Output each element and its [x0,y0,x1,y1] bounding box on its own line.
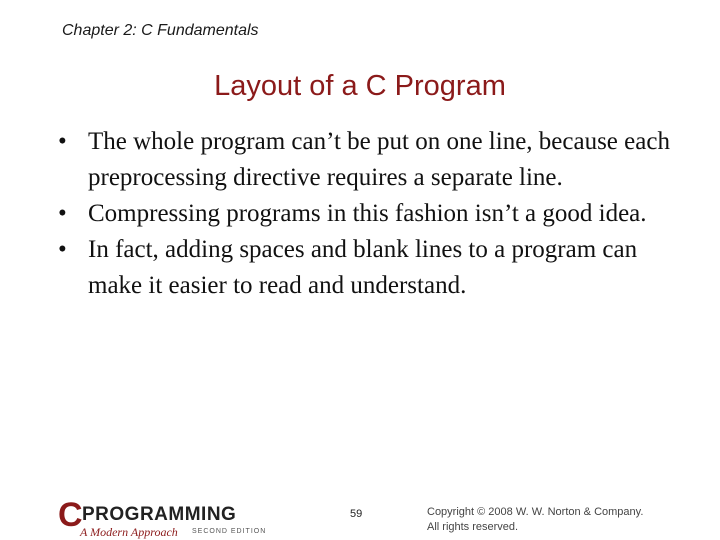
logo-edition: SECOND EDITION [192,528,267,535]
copyright-line: All rights reserved. [427,521,519,533]
logo-letter: C [58,496,83,534]
copyright-line: Copyright © 2008 W. W. Norton & Company. [427,506,644,518]
bullet-text: The whole program can’t be put on one line, because each preprocessing directive requires a separate line. [88,128,670,191]
logo-subtitle: A Modern Approach [80,525,178,539]
bullet-text: Compressing programs in this fashion isn’t a good idea. [88,200,647,227]
bullet-item [56,232,676,304]
slide-title: Layout of a C Program [214,70,506,102]
bullet-text: In fact, adding spaces and blank lines to a program can make it easier to read and understand. [88,236,638,299]
page-number: 59 [350,508,363,520]
book-logo [58,498,268,540]
bullet-icon: • [58,236,67,263]
chapter-heading: Chapter 2: C Fundamentals [62,22,259,39]
bullet-item [56,196,676,232]
bullet-item [56,124,676,196]
logo-wordmark: PROGRAMMING [82,504,237,525]
bullet-icon: • [58,200,67,227]
bullet-list [56,124,676,304]
bullet-icon: • [58,128,67,155]
copyright-notice [427,505,643,535]
